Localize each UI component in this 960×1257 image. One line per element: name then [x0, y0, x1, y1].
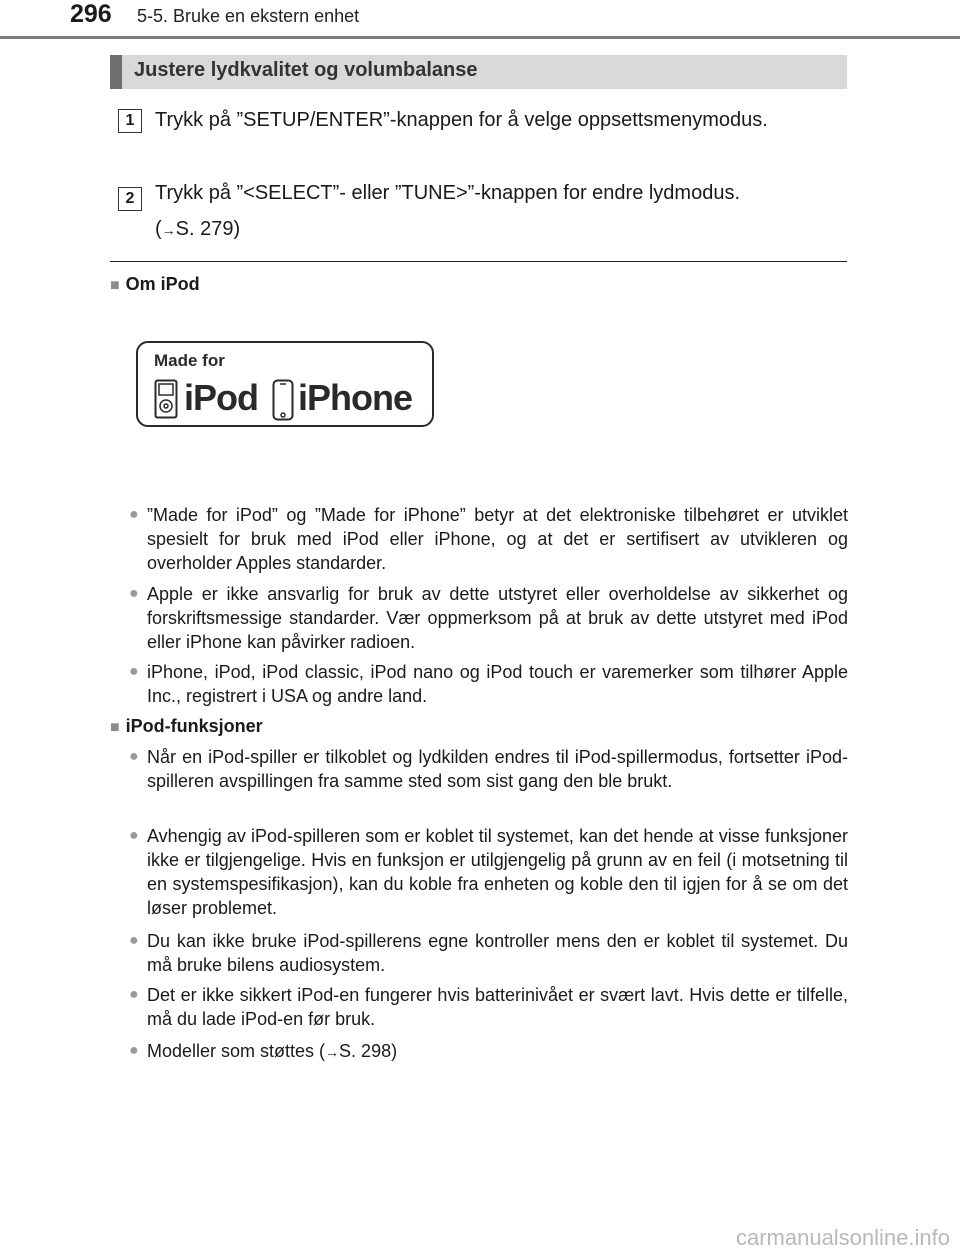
- subheading-ipod-funksjoner: [110, 716, 263, 737]
- iphone-device-icon: [272, 379, 294, 421]
- step-2-ref-open: (: [155, 218, 162, 240]
- ipod-funksjoner-bullet-3: ● Du kan ikke bruke iPod-spillerens egne kontroller mens den er koblet til systemet. Du må bruke bilens audiosystem.: [129, 929, 848, 977]
- watermark: carmanualsonline.info: [735, 1225, 950, 1250]
- section-title-bar: [110, 55, 847, 89]
- step-2-ref-page[interactable]: S. 279): [175, 218, 241, 240]
- arrow-right-icon: →: [325, 1044, 340, 1060]
- running-head: 5-5. Bruke en ekstern enhet: [137, 6, 360, 26]
- subheading-ipod-funksjoner-label: iPod-funksjoner: [125, 716, 263, 736]
- step-number-1: 1: [118, 109, 142, 133]
- square-bullet-icon: ■: [110, 719, 120, 736]
- section-divider: [110, 261, 847, 262]
- models-supported-text: Modeller som støttes (: [147, 1041, 326, 1061]
- step-text-2: [155, 175, 845, 248]
- page-number: 296: [70, 0, 112, 28]
- step-2-main: Trykk på ”<SELECT”- eller ”TUNE>”-knappen for endre lydmodus.: [155, 182, 741, 204]
- header-rule: [0, 36, 960, 39]
- om-ipod-bullet-2: ● Apple er ikke ansvarlig for bruk av dette utstyret eller overholdelse av sikkerhet og forskriftsmessige standarder. Vær oppmerksom på at bruk av dette utstyret med iPod eller iPhone kan påvirker radioen.: [129, 582, 848, 654]
- om-ipod-bullet-1: ● ”Made for iPod” og ”Made for iPhone” betyr at det elektroniske tilbehøret er utviklet spesielt for bruk med iPod eller iPhone, og at det er sertifisert av utvikleren og overholder Apples standarder.: [129, 503, 848, 575]
- models-supported-page-ref[interactable]: S. 298): [339, 1041, 398, 1061]
- step-text-1: Trykk på ”SETUP/ENTER”-knappen for å velge oppsettsmenymodus.: [155, 109, 768, 131]
- badge-iphone-word: iPhone: [298, 377, 413, 418]
- square-bullet-icon: ■: [110, 277, 120, 294]
- ipod-funksjoner-bullet-1: ● Når en iPod-spiller er tilkoblet og lydkilden endres til iPod-spillermodus, fortsetter iPod-spilleren avspillingen fra samme sted som sist gang den ble brukt.: [129, 745, 848, 793]
- ipod-funksjoner-bullet-5: [129, 1039, 848, 1064]
- ipod-device-icon: [154, 379, 178, 419]
- made-for-ipod-iphone-badge: [136, 341, 434, 427]
- ipod-funksjoner-bullet-2: ● Avhengig av iPod-spilleren som er koblet til systemet, kan det hende at visse funksjoner ikke er tilgjengelige. Hvis en funksjon er utilgjengelig på grunn av en feil (i motsetning til en systemspesifikasjon), kan du koble fra enheten og koble den til igjen for å se om det løser problemet.: [129, 824, 848, 920]
- badge-ipod-word: iPod: [184, 377, 258, 418]
- section-title: Justere lydkvalitet og volumbalanse: [134, 59, 478, 81]
- step-number-2: 2: [118, 187, 142, 211]
- badge-made-for: Made for: [154, 351, 225, 370]
- om-ipod-bullet-3: ● iPhone, iPod, iPod classic, iPod nano og iPod touch er varemerker som tilhører Apple Inc., registrert i USA og andre land.: [129, 660, 848, 708]
- subheading-om-ipod: [110, 274, 200, 295]
- subheading-om-ipod-label: Om iPod: [125, 274, 200, 294]
- ipod-funksjoner-bullet-4: ● Det er ikke sikkert iPod-en fungerer hvis batterinivået er svært lavt. Hvis dette er tilfelle, må du lade iPod-en før bruk.: [129, 983, 848, 1031]
- arrow-right-icon: →: [161, 222, 176, 238]
